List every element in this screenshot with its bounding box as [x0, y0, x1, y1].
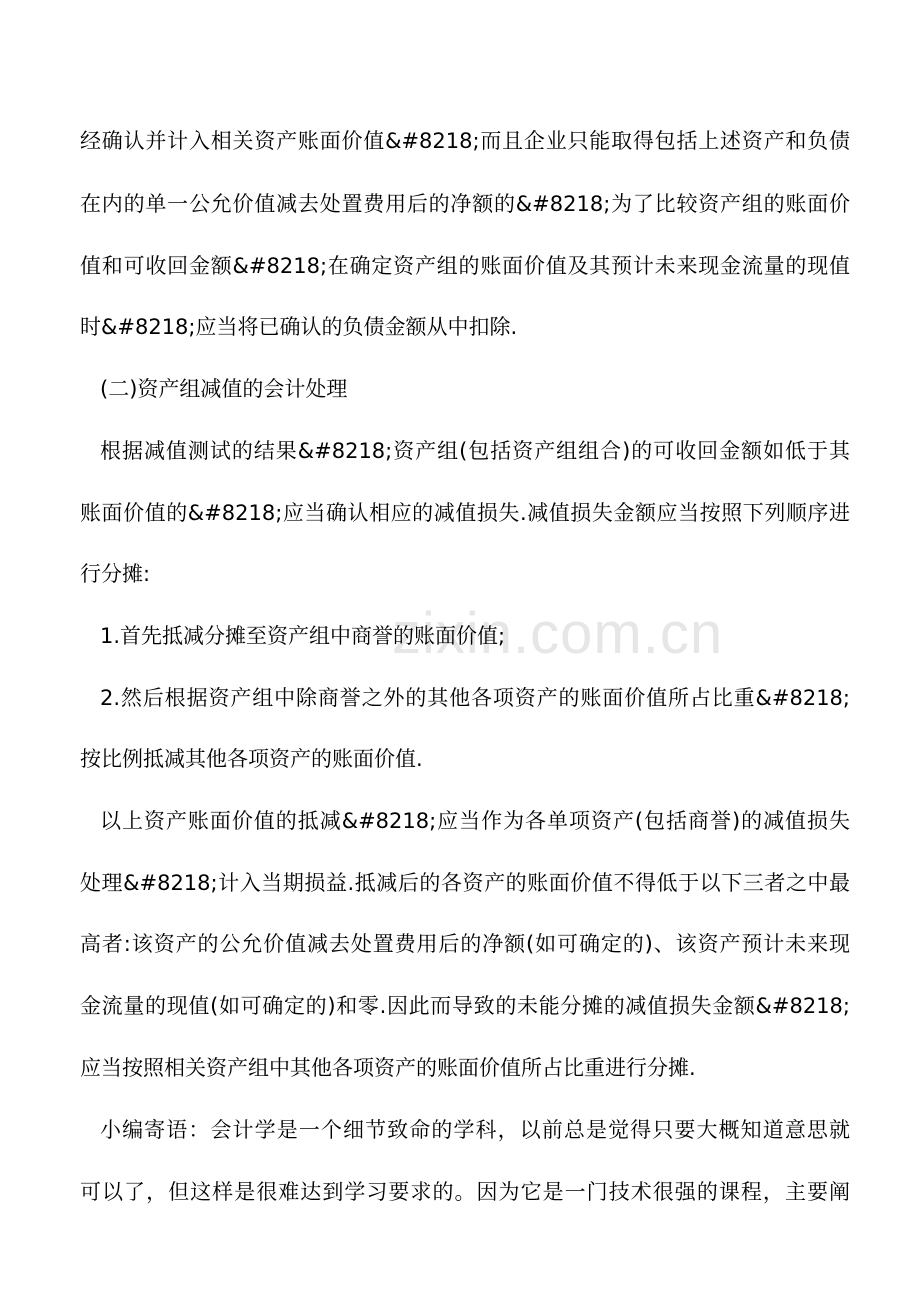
paragraph-line: 可以了，但这样是很难达到学习要求的。因为它是一门技术很强的课程，主要阐: [80, 1180, 850, 1204]
section-heading: (二)资产组减值的会计处理: [100, 377, 348, 401]
paragraph-line: 行分摊:: [80, 562, 151, 586]
paragraph-line: 金流量的现值(如可确定的)和零.因此而导致的未能分摊的减值损失金额&#8218;: [80, 994, 850, 1018]
paragraph-line: 账面价值的&#8218;应当确认相应的减值损失.减值损失金额应当按照下列顺序进: [80, 501, 850, 525]
paragraph-line: 应当按照相关资产组中其他各项资产的账面价值所占比重进行分摊.: [80, 1056, 696, 1080]
paragraph-line: 高者:该资产的公允价值减去处置费用后的净额(如可确定的)、该资产预计未来现: [80, 932, 850, 956]
paragraph-line: 在内的单一公允价值减去处置费用后的净额的&#8218;为了比较资产组的账面价: [80, 192, 850, 216]
paragraph-line: 时&#8218;应当将已确认的负债金额从中扣除.: [80, 315, 518, 339]
paragraph-line: 处理&#8218;计入当期损益.抵减后的各资产的账面价值不得低于以下三者之中最: [80, 871, 850, 895]
paragraph-line: 值和可收回金额&#8218;在确定资产组的账面价值及其预计未来现金流量的现值: [80, 254, 850, 278]
paragraph-line: 根据减值测试的结果&#8218;资产组(包括资产组组合)的可收回金额如低于其: [100, 439, 850, 463]
paragraph-line: 按比例抵减其他各项资产的账面价值.: [80, 747, 423, 771]
list-item: 2.然后根据资产组中除商誉之外的其他各项资产的账面价值所占比重&#8218;: [100, 686, 850, 710]
paragraph-line: 经确认并计入相关资产账面价值&#8218;而且企业只能取得包括上述资产和负债: [80, 129, 850, 153]
paragraph-line: 小编寄语：会计学是一个细节致命的学科，以前总是觉得只要大概知道意思就: [100, 1118, 850, 1142]
paragraph-line: 以上资产账面价值的抵减&#8218;应当作为各单项资产(包括商誉)的减值损失: [100, 809, 850, 833]
list-item: 1.首先抵减分摊至资产组中商誉的账面价值;: [100, 624, 506, 648]
watermark: zixin.com.cn: [392, 601, 724, 666]
